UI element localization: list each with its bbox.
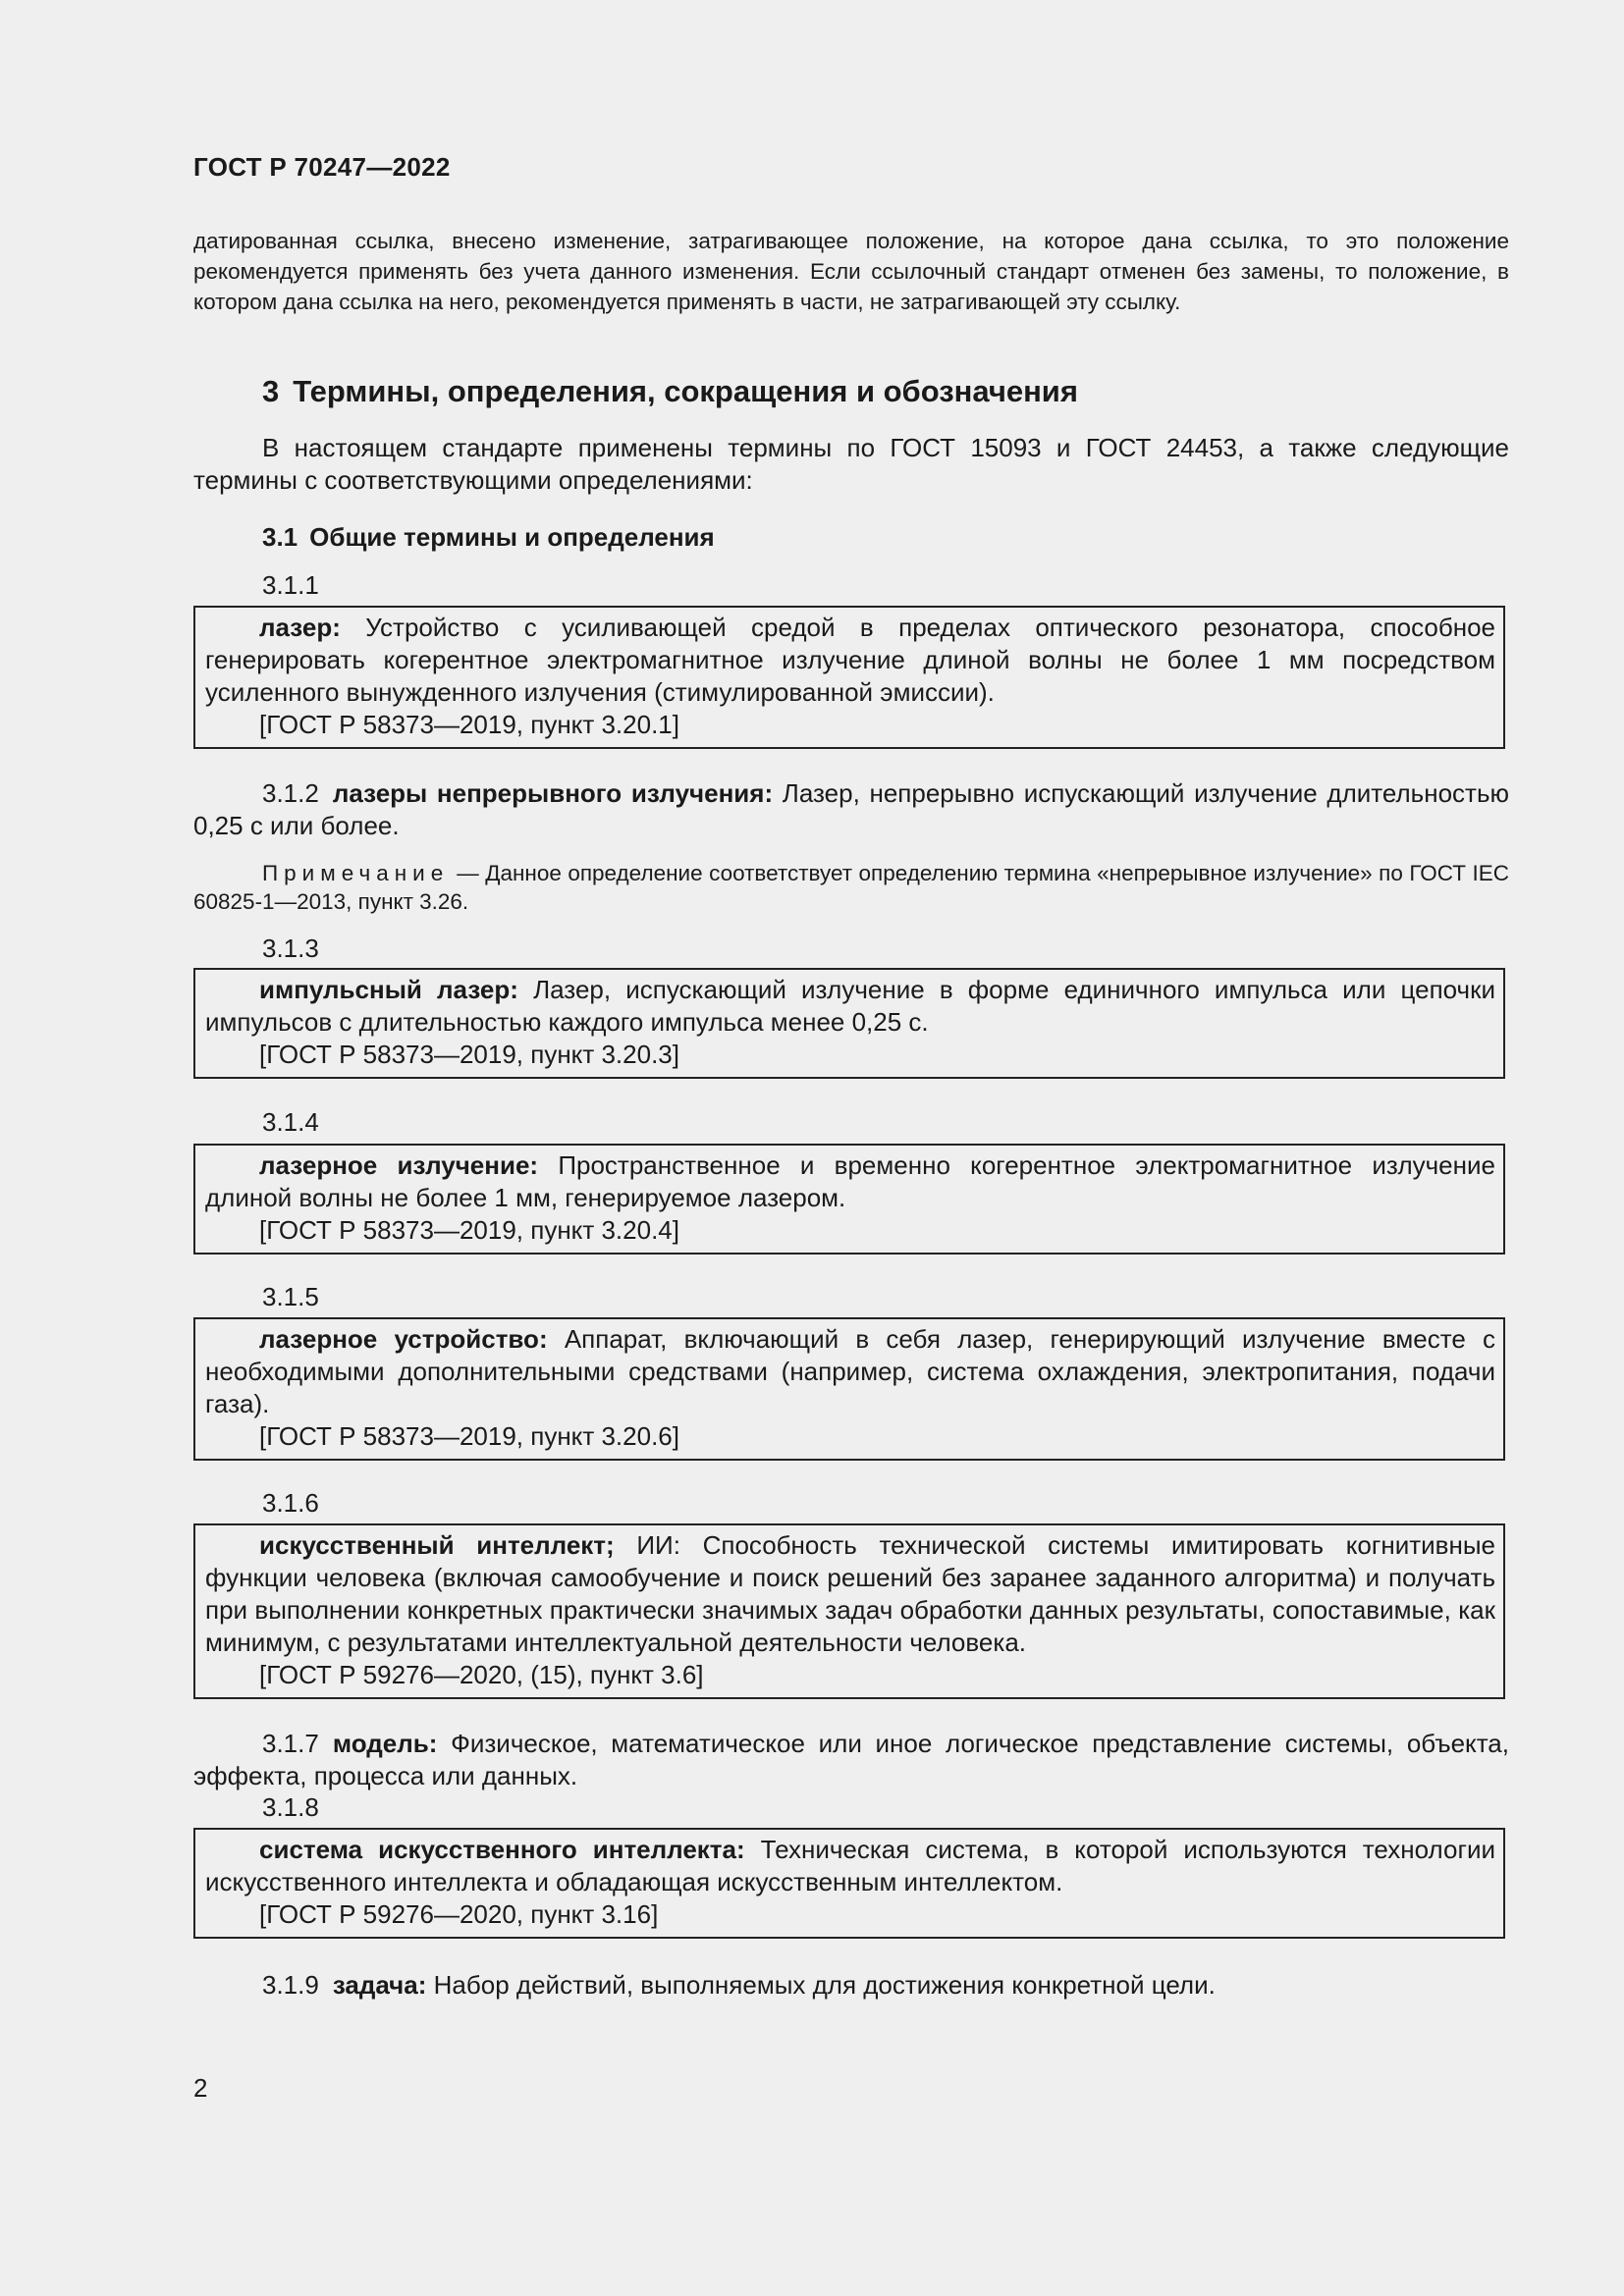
term-definition [205, 1323, 1495, 1420]
section-number: 3 [262, 374, 280, 408]
term-number: 3.1.5 [262, 1282, 319, 1311]
term-name: модель: [332, 1729, 438, 1758]
definition-text: Аппарат, включающий в себя лазер, генерирующий излучение вместе с необходимыми дополнительными средствами (например, система охлаждения, электропитания, подачи газа). [205, 1324, 1495, 1418]
term-name: лазерное излучение: [259, 1150, 539, 1180]
term-box [193, 606, 1505, 749]
term-name: искусственный интеллект; [259, 1530, 615, 1560]
note-label: Примечание [262, 861, 450, 885]
term-number: 3.1.6 [262, 1488, 319, 1518]
term-definition [205, 1834, 1495, 1898]
term-source: [ГОСТ Р 58373—2019, пункт 3.20.3] [259, 1040, 679, 1069]
note-text: — Данное определение соответствует определению термина «непрерывное излучение» по ГОСТ IEC 60825-1—2013, пункт 3.26. [193, 861, 1509, 914]
term-paragraph [193, 777, 1509, 842]
term-paragraph [193, 1728, 1509, 1792]
term-definition [205, 612, 1495, 709]
term-name: задача: [332, 1970, 427, 2000]
term-number: 3.1.7 [262, 1729, 319, 1758]
subsection-title-text: Общие термины и определения [309, 522, 715, 552]
definition-text: Лазер, испускающий излучение в форме единичного импульса или цепочки импульсов с длительностью каждого импульса менее 0,25 с. [205, 975, 1495, 1037]
term-number: 3.1.8 [262, 1792, 319, 1822]
term-name: система искусственного интеллекта: [259, 1835, 745, 1864]
intro-paragraph: датированная ссылка, внесено изменение, затрагивающее положение, на которое дана ссылка, то это положение рекомендуется применять без учета данного изменения. Если ссылочный стандарт отменен без замены, то положение, в котором дана ссылка на него, рекомендуется применять в части, не затрагивающей эту ссылку. [193, 229, 1509, 314]
term-box [193, 1828, 1505, 1939]
term-box [193, 968, 1505, 1079]
note [193, 859, 1509, 916]
document-page [193, 0, 1509, 2296]
section-title [262, 374, 1078, 409]
definition-text: Устройство с усиливающей средой в пределах оптического резонатора, способное генерировать когерентное электромагнитное излучение длиной волны не более 1 мм посредством усиленного вынужденного излучения (стимулированной эмиссии). [205, 613, 1495, 707]
term-definition [205, 974, 1495, 1039]
term-name: импульсный лазер: [259, 975, 518, 1004]
subsection-title [262, 522, 715, 553]
term-number: 3.1.3 [262, 934, 319, 963]
document-header: ГОСТ Р 70247—2022 [193, 152, 451, 182]
term-source: [ГОСТ Р 58373—2019, пункт 3.20.1] [259, 710, 679, 739]
definition-text: Пространственное и временно когерентное электромагнитное излучение длиной волны не более 1 мм, генерируемое лазером. [205, 1150, 1495, 1212]
page-number: 2 [193, 2073, 208, 2103]
term-name: лазеры непрерывного излучения: [332, 778, 774, 808]
term-box [193, 1523, 1505, 1699]
definition-text: Физическое, математическое или иное логическое представление системы, объекта, эффекта, процесса или данных. [193, 1729, 1509, 1790]
term-definition [205, 1149, 1495, 1214]
term-name: лазерное устройство: [259, 1324, 548, 1354]
term-source: [ГОСТ Р 59276—2020, (15), пункт 3.6] [259, 1660, 704, 1689]
term-number: 3.1.9 [262, 1970, 319, 2000]
term-definition [205, 1529, 1495, 1659]
subsection-number: 3.1 [262, 522, 298, 552]
term-source: [ГОСТ Р 58373—2019, пункт 3.20.6] [259, 1421, 679, 1451]
term-box [193, 1144, 1505, 1255]
term-source: [ГОСТ Р 59276—2020, пункт 3.16] [259, 1899, 659, 1929]
term-box [193, 1317, 1505, 1461]
definition-text: Лазер, непрерывно испускающий излучение длительностью 0,25 с или более. [193, 778, 1509, 840]
section-lead-paragraph: В настоящем стандарте применены термины по ГОСТ 15093 и ГОСТ 24453, а также следующие термины с соответствующими определениями: [193, 433, 1509, 495]
term-paragraph [193, 1969, 1509, 2002]
term-name: лазер: [259, 613, 341, 642]
definition-text: ИИ: Способность технической системы имитировать когнитивные функции человека (включая самообучение и поиск решений без заранее заданного алгоритма) и получать при выполнении конкретных практически значимых задач обработки данных результаты, сопоставимые, как минимум, с результатами интеллектуальной деятельности человека. [205, 1530, 1495, 1657]
term-number: 3.1.4 [262, 1107, 319, 1137]
term-number: 3.1.2 [262, 778, 319, 808]
term-source: [ГОСТ Р 58373—2019, пункт 3.20.4] [259, 1215, 679, 1245]
term-number: 3.1.1 [262, 570, 319, 600]
definition-text: Техническая система, в которой используются технологии искусственного интеллекта и обладающая искусственным интеллектом. [205, 1835, 1495, 1896]
section-title-text: Термины, определения, сокращения и обозначения [293, 374, 1078, 408]
definition-text: Набор действий, выполняемых для достижения конкретной цели. [433, 1970, 1216, 2000]
